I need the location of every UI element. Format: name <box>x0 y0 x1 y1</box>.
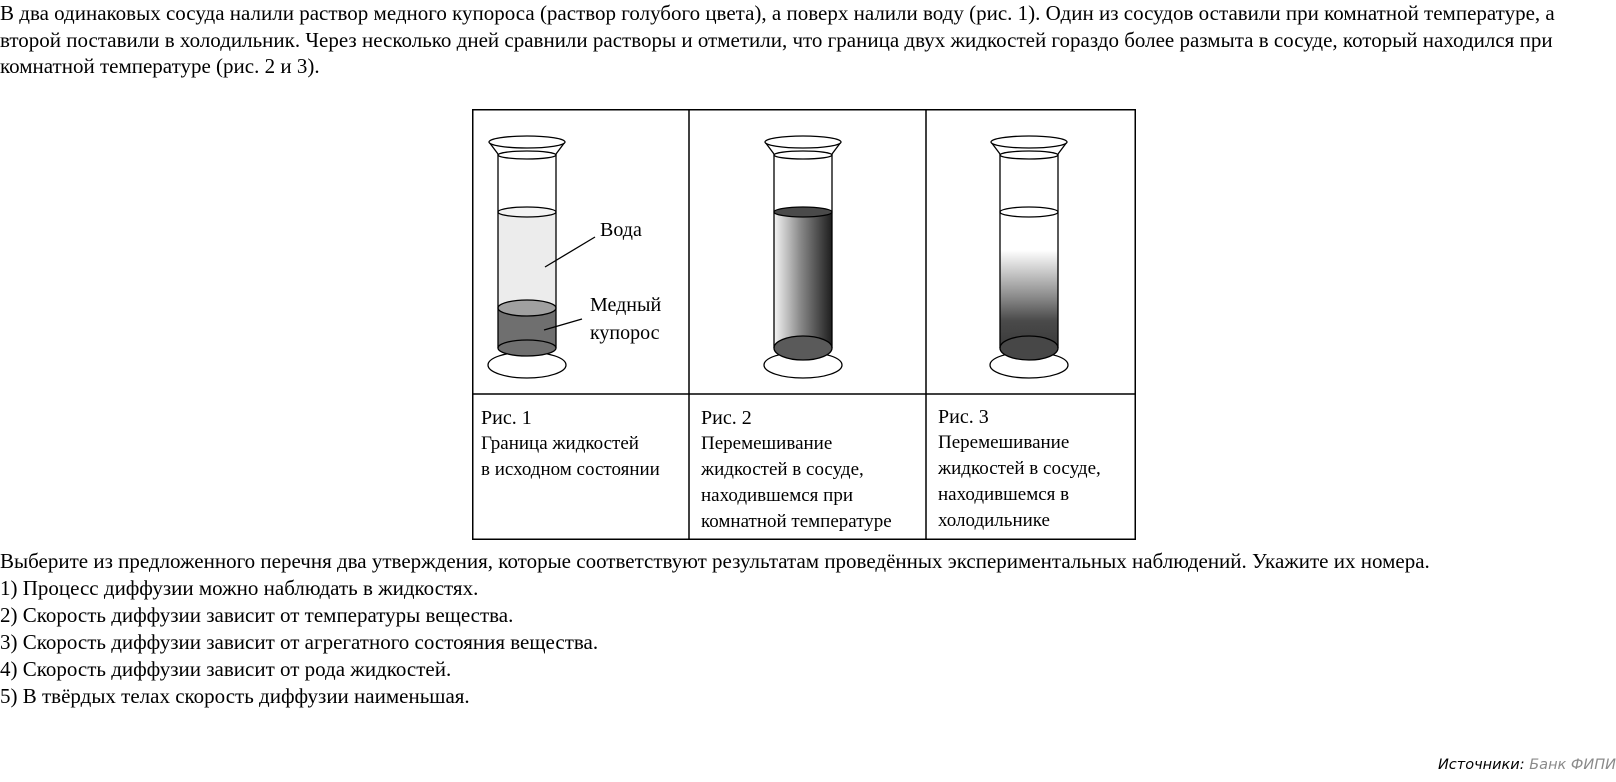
question-prompt: Выберите из предложенного перечня два утверждения, которые соответствуют результатам проведённых экспериментальных наблюдений. Укажите их номера. <box>0 549 1430 573</box>
source-attribution <box>1438 757 1616 773</box>
answer-option: 3) Скорость диффузии зависит от агрегатного состояния вещества. <box>0 630 599 654</box>
copper-sulfate-label <box>590 291 661 347</box>
cylinder-1 <box>488 136 595 378</box>
water-label: Вода <box>600 219 642 241</box>
answer-option: 4) Скорость диффузии зависит от рода жидкостей. <box>0 657 452 681</box>
caption-fig-1 <box>481 405 660 483</box>
caption-line: жидкостей в сосуде, <box>938 458 1101 479</box>
copper-sulfate-label-line: купорос <box>590 322 660 344</box>
question-block <box>0 548 1616 710</box>
caption-line: в исходном состоянии <box>481 459 660 480</box>
caption-line: Перемешивание <box>701 433 833 454</box>
caption-line: Граница жидкостей <box>481 433 639 454</box>
mixed-liquid <box>1000 212 1058 348</box>
caption-line: комнатной температуре <box>701 511 892 532</box>
caption-line: находившемся при <box>701 485 853 506</box>
cylinder-2 <box>764 136 842 378</box>
caption-line: находившемся в <box>938 484 1070 505</box>
problem-statement: В два одинаковых сосуда налили раствор медного купороса (раствор голубого цвета), а поверх налили воду (рис. 1). Один из сосудов оставили при комнатной температуре, а второй поставили в холодильник. Через несколько дней сравнили растворы и отметили, что граница двух жидкостей гораздо более размыта в сосуде, который находился при комнатной температуре (рис. 2 и 3). <box>0 1 1555 78</box>
mixed-liquid <box>774 212 832 348</box>
caption-line: Перемешивание <box>938 432 1070 453</box>
answer-option: 2) Скорость диффузии зависит от температуры вещества. <box>0 603 514 627</box>
copper-sulfate-label-line: Медный <box>590 294 662 316</box>
answer-option: 5) В твёрдых телах скорость диффузии наименьшая. <box>0 684 470 708</box>
caption-title: Рис. 1 <box>481 407 532 429</box>
caption-title: Рис. 2 <box>701 407 752 429</box>
source-link[interactable]: Банк ФИПИ <box>1529 757 1616 773</box>
caption-line: жидкостей в сосуде, <box>701 459 864 480</box>
caption-title: Рис. 3 <box>938 406 989 428</box>
answer-option: 1) Процесс диффузии можно наблюдать в жидкостях. <box>0 576 479 600</box>
experiment-figure <box>472 109 1136 540</box>
source-label: Источники: <box>1437 757 1525 773</box>
cylinder-3 <box>990 136 1068 378</box>
caption-fig-3 <box>938 404 1101 534</box>
caption-fig-2 <box>701 405 892 535</box>
caption-line: холодильнике <box>938 510 1050 531</box>
